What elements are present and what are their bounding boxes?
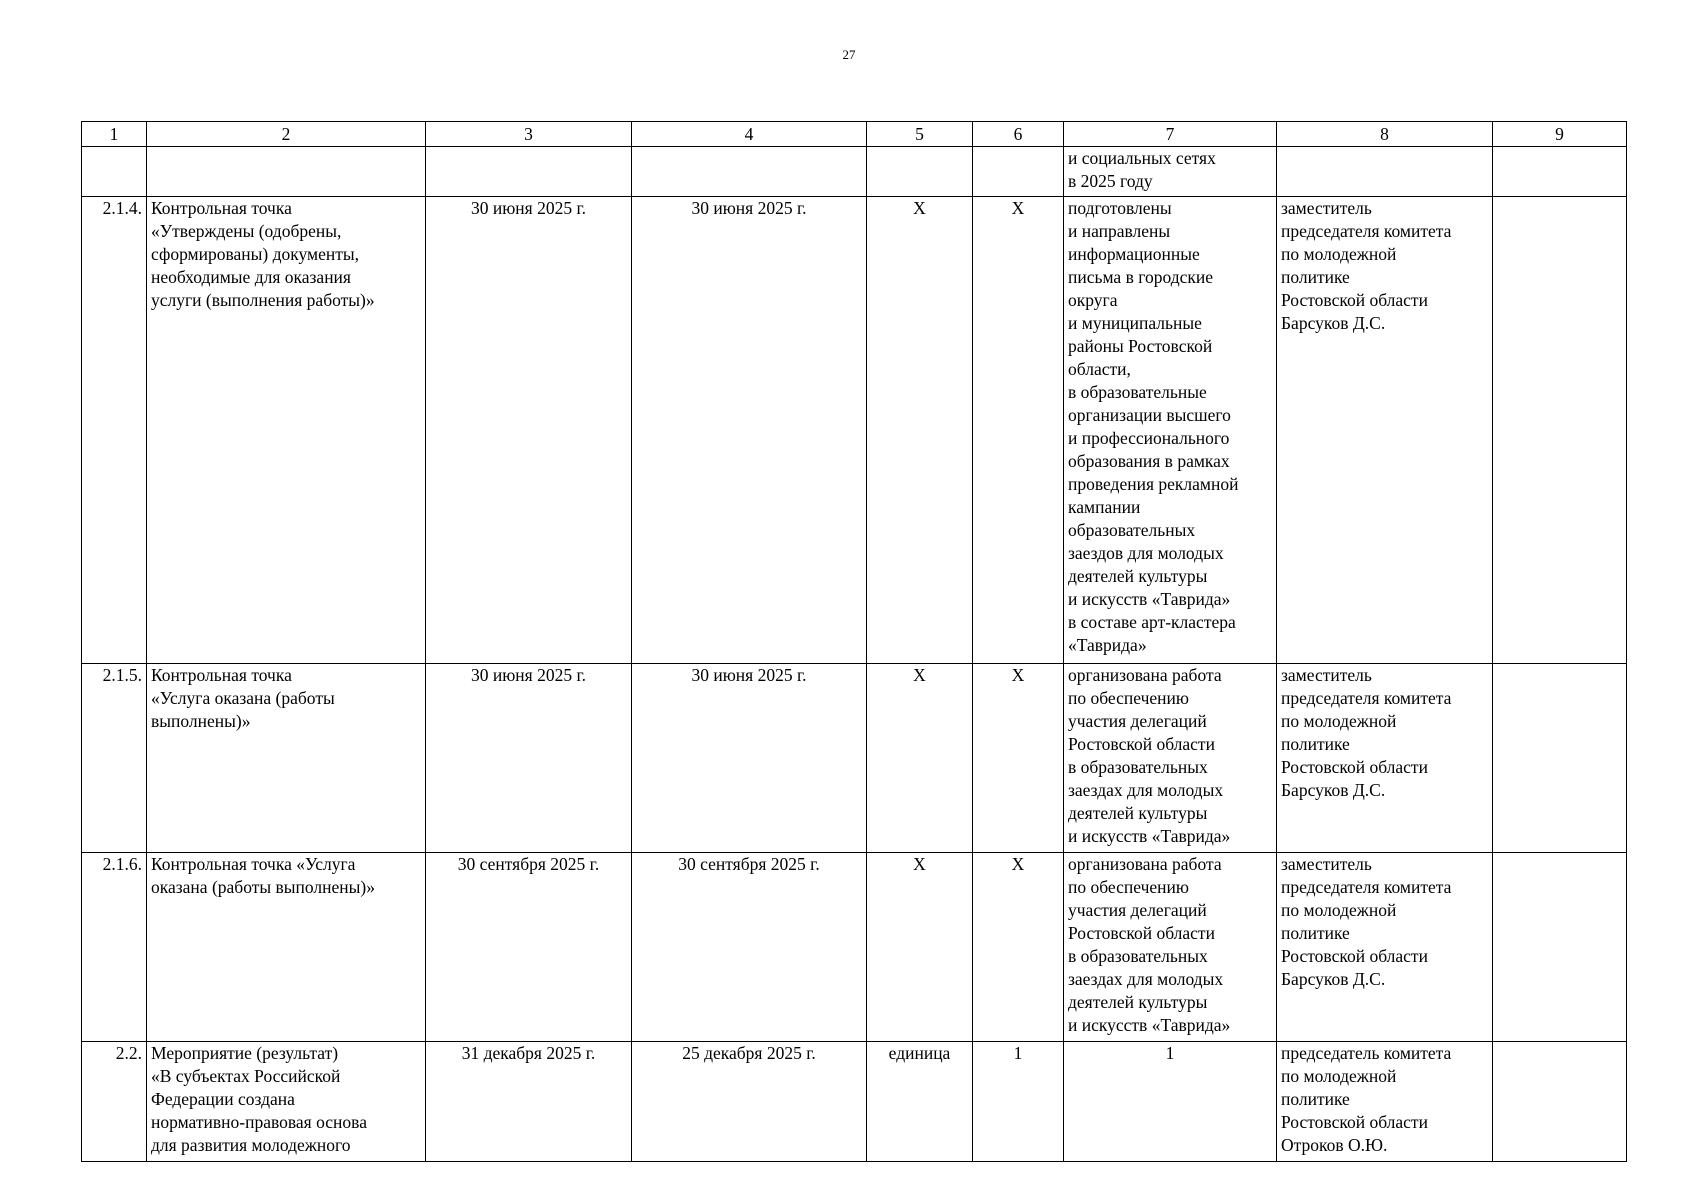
row-number: 2.1.5. (82, 664, 147, 853)
row-responsible: заместитель председателя комитета по молодежной политике Ростовской области Барсуков Д.С. (1277, 853, 1493, 1042)
column-header-6: 6 (973, 122, 1064, 147)
row-note (1493, 664, 1627, 853)
row-unit: X (867, 853, 973, 1042)
row-date-fact: 25 декабря 2025 г. (632, 1042, 867, 1162)
row-date-fact: 30 июня 2025 г. (632, 664, 867, 853)
row-date-plan (426, 147, 632, 197)
row-date-fact (632, 147, 867, 197)
table-row (82, 147, 1627, 197)
column-header-3: 3 (426, 122, 632, 147)
row-name (147, 147, 426, 197)
row-result: и социальных сетях в 2025 году (1064, 147, 1277, 197)
row-name: Мероприятие (результат) «В субъектах Российской Федерации создана нормативно-правовая основа для развития молодежного (147, 1042, 426, 1162)
row-responsible: председатель комитета по молодежной политике Ростовской области Отроков О.Ю. (1277, 1042, 1493, 1162)
row-responsible: заместитель председателя комитета по молодежной политике Ростовской области Барсуков Д.С. (1277, 197, 1493, 664)
column-header-4: 4 (632, 122, 867, 147)
table-row (82, 197, 1627, 664)
row-note (1493, 197, 1627, 664)
row-unit: единица (867, 1042, 973, 1162)
row-date-plan: 31 декабря 2025 г. (426, 1042, 632, 1162)
row-value: X (973, 853, 1064, 1042)
row-date-plan: 30 сентября 2025 г. (426, 853, 632, 1042)
table-row (82, 664, 1627, 853)
row-number: 2.1.4. (82, 197, 147, 664)
row-value (973, 147, 1064, 197)
row-responsible (1277, 147, 1493, 197)
column-header-8: 8 (1277, 122, 1493, 147)
row-date-fact: 30 июня 2025 г. (632, 197, 867, 664)
row-date-plan: 30 июня 2025 г. (426, 197, 632, 664)
table-row (82, 853, 1627, 1042)
row-note (1493, 147, 1627, 197)
row-name: Контрольная точка «Утверждены (одобрены, сформированы) документы, необходимые для оказания услуги (выполнения работы)» (147, 197, 426, 664)
report-table (81, 121, 1627, 1162)
row-number (82, 147, 147, 197)
row-value: 1 (973, 1042, 1064, 1162)
row-result: подготовлены и направлены информационные письма в городские округа и муниципальные районы Ростовской области, в образовательные организации высшего и профессионального образования в рамках проведения рекламной кампании образовательных заездов для молодых деятелей культуры и искусств «Таврида» в составе арт-кластера «Таврида» (1064, 197, 1277, 664)
row-value: X (973, 664, 1064, 853)
column-header-7: 7 (1064, 122, 1277, 147)
row-value: X (973, 197, 1064, 664)
row-result: 1 (1064, 1042, 1277, 1162)
table-row (82, 1042, 1627, 1162)
column-header-5: 5 (867, 122, 973, 147)
row-number: 2.2. (82, 1042, 147, 1162)
row-number: 2.1.6. (82, 853, 147, 1042)
row-result: организована работа по обеспечению участия делегаций Ростовской области в образовательных заездах для молодых деятелей культуры и искусств «Таврида» (1064, 853, 1277, 1042)
row-unit: X (867, 664, 973, 853)
row-note (1493, 853, 1627, 1042)
column-header-1: 1 (82, 122, 147, 147)
row-result: организована работа по обеспечению участия делегаций Ростовской области в образовательных заездах для молодых деятелей культуры и искусств «Таврида» (1064, 664, 1277, 853)
row-name: Контрольная точка «Услуга оказана (работы выполнены)» (147, 853, 426, 1042)
column-header-9: 9 (1493, 122, 1627, 147)
row-note (1493, 1042, 1627, 1162)
page-number: 27 (842, 47, 856, 62)
row-responsible: заместитель председателя комитета по молодежной политике Ростовской области Барсуков Д.С. (1277, 664, 1493, 853)
row-date-plan: 30 июня 2025 г. (426, 664, 632, 853)
row-unit (867, 147, 973, 197)
column-number-row (82, 122, 1627, 147)
row-unit: X (867, 197, 973, 664)
row-name: Контрольная точка «Услуга оказана (работы выполнены)» (147, 664, 426, 853)
column-header-2: 2 (147, 122, 426, 147)
row-date-fact: 30 сентября 2025 г. (632, 853, 867, 1042)
